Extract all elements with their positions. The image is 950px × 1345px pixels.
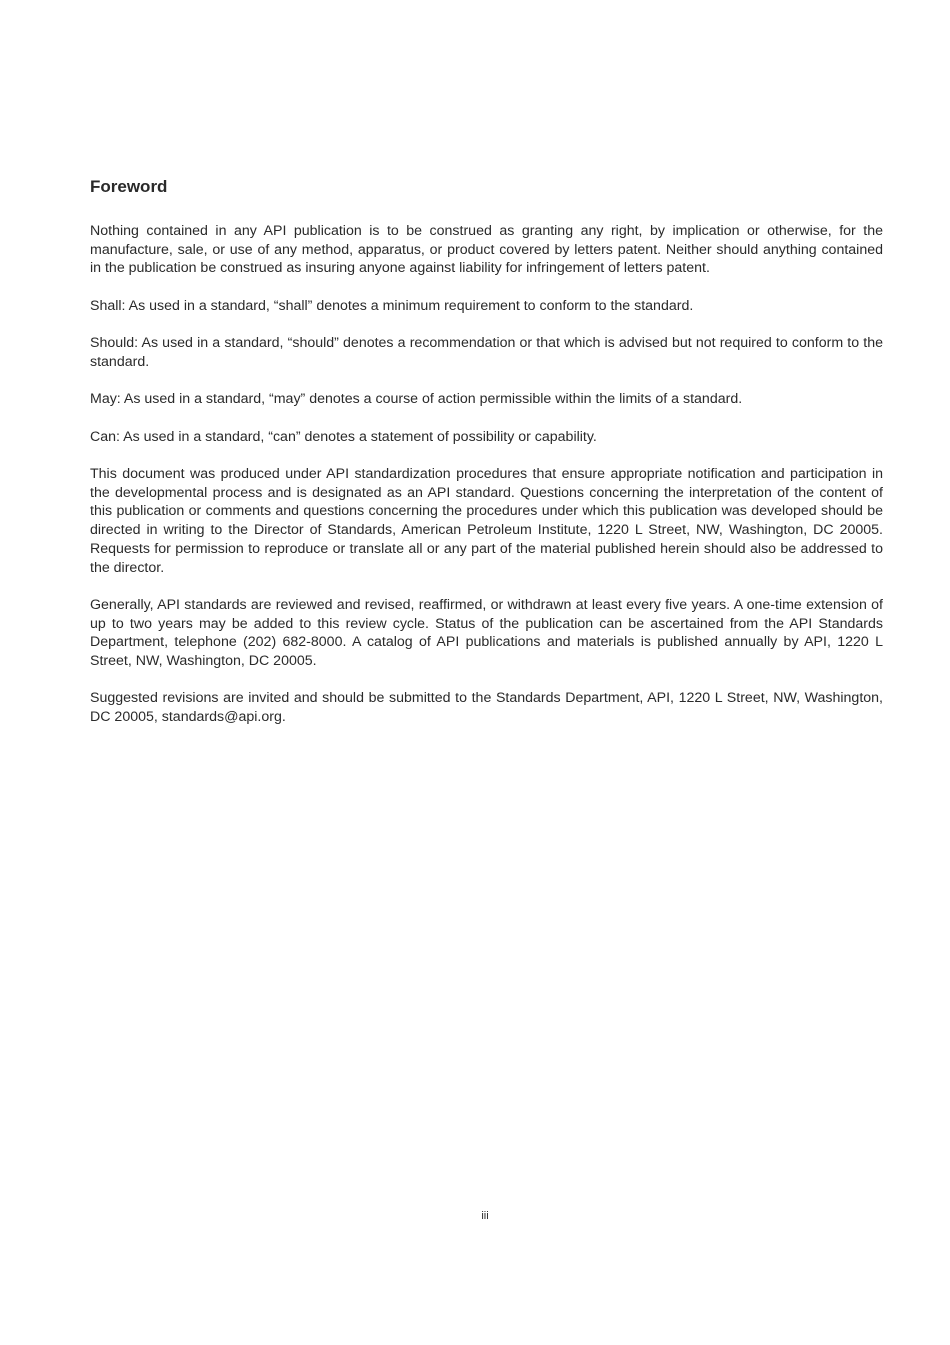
paragraph-procedures: This document was produced under API standardization procedures that ensure appropriate notification and participation in the developmental process and is designated as an API standard. Questions concerning the interpretation of the content of this publication or comments and questions concerning the procedures under which this publication was developed should be directed in writing to the Director of Standards, American Petroleum Institute, 1220 L Street, NW, Washington, DC 20005. Requests for permission to reproduce or translate all or any part of the material published herein should also be addressed to the director. — [90, 466, 883, 576]
page-title: Foreword — [90, 177, 168, 196]
paragraph-review: Generally, API standards are reviewed and revised, reaffirmed, or withdrawn at least every five years. A one-time extension of up to two years may be added to this review cycle. Status of the publication can be ascertained from the API Standards Department, telephone (202) 682-8000. A catalog of API publications and materials is published annually by API, 1220 L Street, NW, Washington, DC 20005. — [90, 596, 883, 670]
paragraph-revisions: Suggested revisions are invited and should be submitted to the Standards Department, API, 1220 L Street, NW, Washington, DC 20005, standards@api.org. — [90, 690, 883, 726]
paragraph-can: Can: As used in a standard, “can” denotes a statement of possibility or capability. — [90, 428, 597, 445]
paragraph-should: Should: As used in a standard, “should” denotes a recommendation or that which is advised but not required to conform to the standard. — [90, 335, 883, 370]
paragraph-may: May: As used in a standard, “may” denotes a course of action permissible within the limits of a standard. — [90, 391, 743, 408]
paragraph-shall: Shall: As used in a standard, “shall” denotes a minimum requirement to conform to the standard. — [90, 297, 694, 314]
foreword-body — [90, 222, 883, 746]
paragraph-patent: Nothing contained in any API publication is to be construed as granting any right, by implication or otherwise, for the manufacture, sale, or use of any method, apparatus, or product covered by letters patent. Neither should anything contained in the publication be construed as insuring anyone against liability for infringement of letters patent. — [90, 223, 883, 277]
page-number: iii — [481, 1210, 489, 1222]
